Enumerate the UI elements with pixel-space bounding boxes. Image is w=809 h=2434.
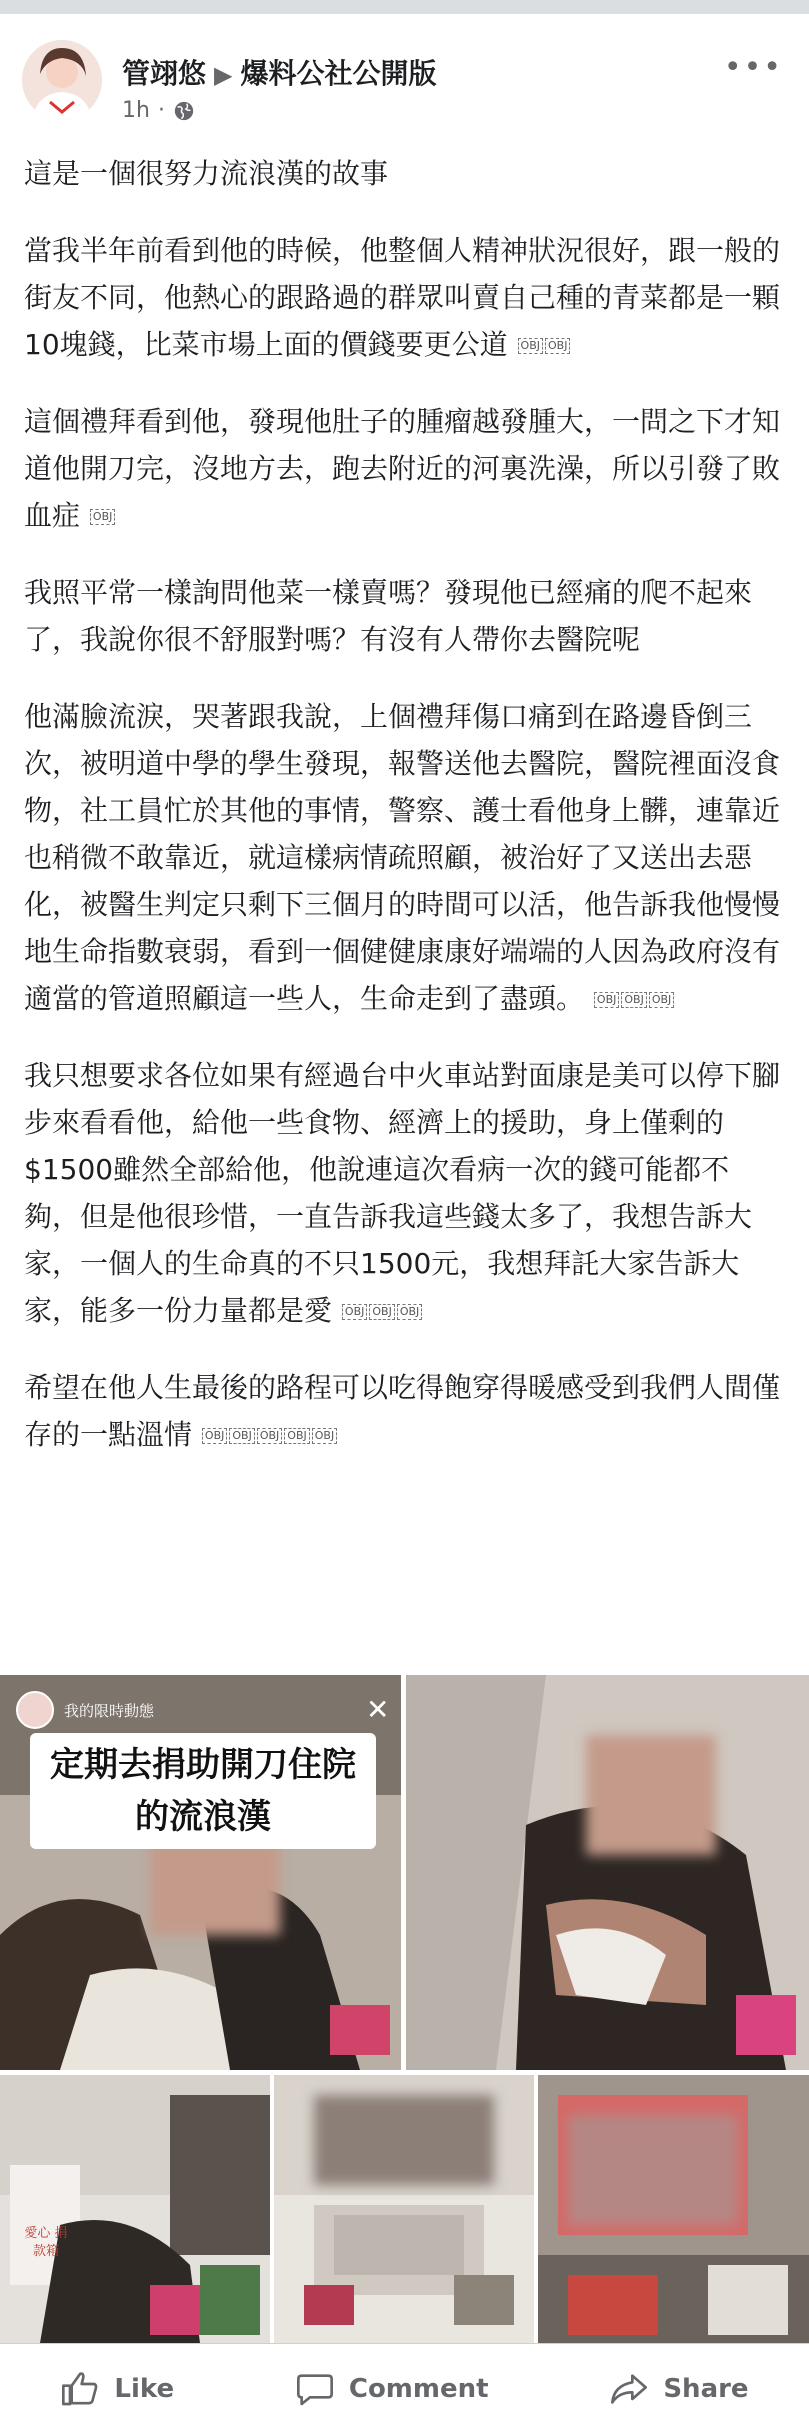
top-divider: [0, 0, 809, 14]
obj-marker: OBJ: [545, 338, 570, 354]
post-title-line: [122, 52, 437, 92]
obj-marker: OBJ: [649, 992, 674, 1008]
obj-marker: OBJ: [90, 509, 115, 525]
photo-4[interactable]: [274, 2075, 534, 2343]
obj-marker: OBJ: [229, 1428, 254, 1444]
obj-marker: OBJ: [202, 1428, 227, 1444]
photo-story[interactable]: [0, 1675, 401, 2070]
paragraph: 這個禮拜看到他，發現他肚子的腫瘤越發腫大，一問之下才知道他開刀完，沒地方去，跑去附近的河裏洗澡，所以引發了敗血症 OBJ: [24, 405, 781, 532]
obj-marker: OBJ: [397, 1304, 422, 1320]
post-body: [24, 150, 784, 1488]
comment-icon: [295, 2369, 335, 2409]
post-time[interactable]: 1h: [122, 98, 150, 123]
action-bar: [0, 2343, 809, 2434]
photo-grid: [0, 1675, 809, 2343]
close-icon[interactable]: ✕: [366, 1693, 390, 1726]
photo-3-image: [0, 2075, 270, 2343]
obj-marker: OBJ: [284, 1428, 309, 1444]
story-caption: 定期去捐助開刀住院的流浪漢: [30, 1733, 376, 1849]
obj-marker: OBJ: [257, 1428, 282, 1444]
globe-icon: [173, 100, 195, 122]
paragraph-text: 當我半年前看到他的時候，他整個人精神狀況很好，跟一般的街友不同，他熱心的跟路過的群眾叫賣自己種的青菜都是一顆10塊錢，比菜市場上面的價錢要更公道: [24, 234, 781, 361]
avatar[interactable]: [22, 40, 102, 120]
photo-2[interactable]: [406, 1675, 809, 2070]
blurred-area: [568, 2115, 738, 2225]
obj-marker: OBJ: [594, 992, 619, 1008]
share-button[interactable]: Share: [609, 2369, 748, 2409]
story-avatar: [16, 1691, 54, 1729]
like-button[interactable]: Like: [60, 2369, 174, 2409]
arrow-icon: ▶: [214, 61, 233, 89]
photo-3[interactable]: [0, 2075, 270, 2343]
paragraph: [24, 227, 784, 368]
photo-5[interactable]: [538, 2075, 809, 2343]
obj-marker: OBJ: [369, 1304, 394, 1320]
like-icon: [60, 2369, 100, 2409]
paragraph: 這是一個很努力流浪漢的故事: [24, 157, 389, 190]
obj-marker: OBJ: [518, 338, 543, 354]
paragraph: 希望在他人生最後的路程可以吃得飽穿得暖感受到我們人間僅存的一點溫情 OBJ OBJ OBJ OBJ OBJ: [24, 1371, 781, 1451]
group-name[interactable]: 爆料公社公開版: [240, 57, 437, 90]
blurred-area: [314, 2095, 494, 2185]
paragraph: 他滿臉流淚，哭著跟我說，上個禮拜傷口痛到在路邊昏倒三次，被明道中學的學生發現，報警送他去醫院，醫院裡面沒食物，社工員忙於其他的事情，警察、護士看他身上髒，連靠近也稍微不敢靠近，就這樣病情疏照顧，被治好了又送出去惡化，被醫生判定只剩下三個月的時間可以活，他告訴我他慢慢地生命指數衰弱，看到一個健健康康好端端的人因為政府沒有適當的管道照顧這一些人，生命走到了盡頭。 OBJ OBJ OBJ: [24, 700, 781, 1015]
more-icon[interactable]: •••: [723, 50, 783, 85]
share-icon: [609, 2369, 649, 2409]
donation-sign: 愛心 捐款箱: [24, 2226, 68, 2259]
blurred-face: [586, 1735, 716, 1855]
story-header: 我的限時動態: [16, 1691, 154, 1729]
paragraph: 我照平常一樣詢問他菜一樣賣嗎？發現他已經痛的爬不起來了，我說你很不舒服對嗎？有沒有人帶你去醫院呢: [24, 576, 753, 656]
paragraph: 我只想要求各位如果有經過台中火車站對面康是美可以停下腳步來看看他，給他一些食物、經濟上的援助，身上僅剩的$1500雖然全部給他，他說連這次看病一次的錢可能都不夠，但是他很珍惜，一直告訴我這些錢太多了，我想告訴大家，一個人的生命真的不只1500元，我想拜託大家告訴大家，能多一份力量都是愛 OBJ OBJ OBJ: [24, 1059, 781, 1327]
post-header: [0, 14, 809, 132]
author-name[interactable]: 管翊悠: [122, 57, 207, 90]
obj-marker: OBJ: [312, 1428, 337, 1444]
post-meta: 1h ·: [122, 98, 195, 123]
obj-marker: OBJ: [342, 1304, 367, 1320]
comment-button[interactable]: Comment: [295, 2369, 489, 2409]
obj-marker: OBJ: [621, 992, 646, 1008]
